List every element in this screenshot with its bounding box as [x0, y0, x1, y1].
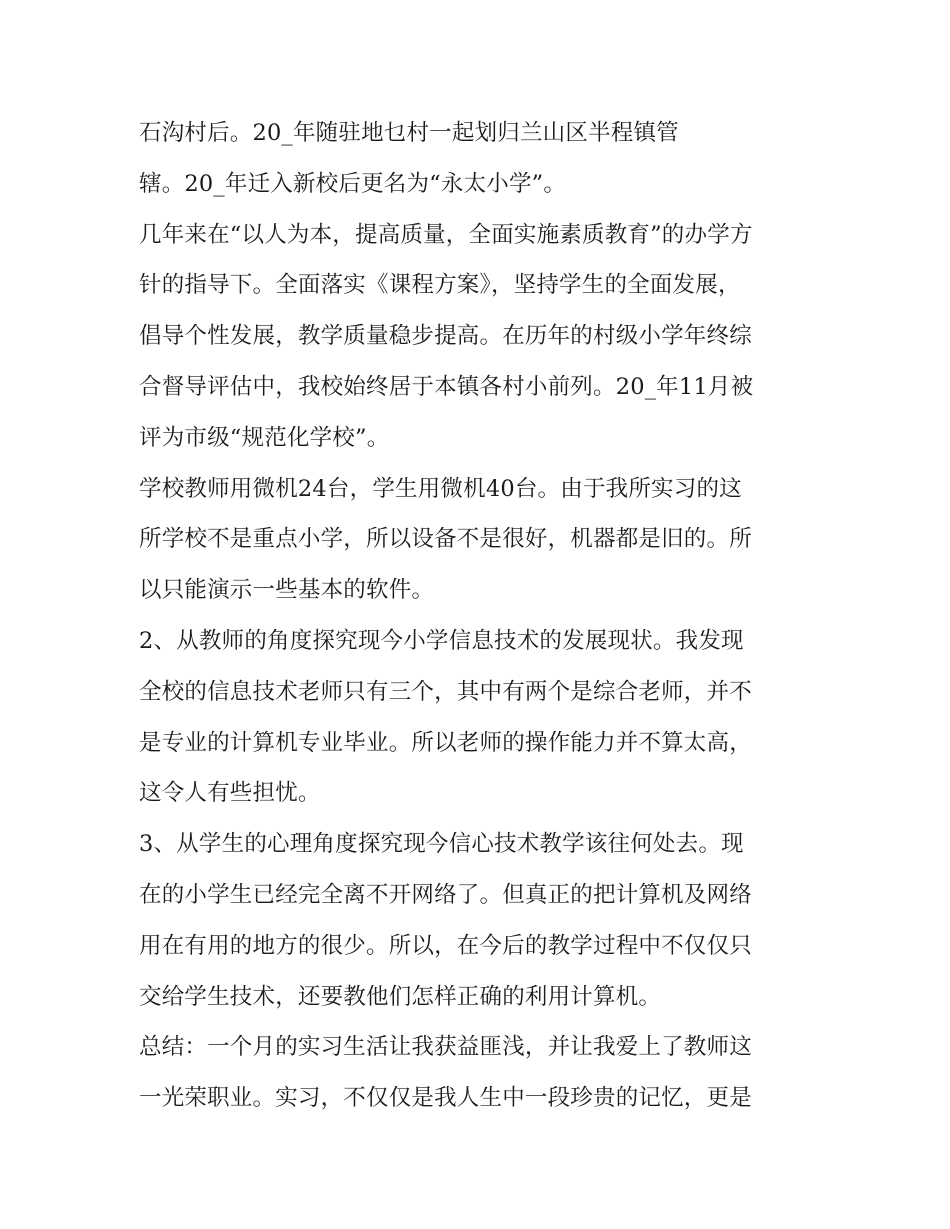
text-line: 学校教师用微机24台，学生用微机40台。由于我所实习的这	[139, 475, 742, 502]
text-line: 在的小学生已经完全离不开网络了。但真正的把计算机及网络	[139, 881, 752, 908]
text-line: 2、从教师的角度探究现今小学信息技术的发展现状。我发现	[139, 627, 744, 654]
text-line: 石沟村后。20_年随驻地乜村一起划归兰山区半程镇管	[139, 120, 679, 146]
text-line: 总结：一个月的实习生活让我获益匪浅，并让我爱上了教师这	[139, 1034, 752, 1061]
text-line: 3、从学生的心理角度探究现今信心技术教学该往何处去。现	[139, 831, 744, 858]
text-line: 全校的信息技术老师只有三个，其中有两个是综合老师，并不	[139, 678, 752, 705]
text-line: 以只能演示一些基本的软件。	[139, 577, 435, 604]
text-line: 所学校不是重点小学，所以设备不是很好，机器都是旧的。所	[139, 526, 752, 553]
text-line: 几年来在“以人为本，提高质量，全面实施素质教育”的办学方	[139, 221, 753, 248]
document-body	[139, 108, 829, 1124]
text-line: 交给学生技术，还要教他们怎样正确的利用计算机。	[139, 983, 662, 1010]
text-line: 针的指导下。全面落实《课程方案》，坚持学生的全面发展，	[139, 272, 741, 299]
text-line: 这令人有些担忧。	[139, 780, 321, 807]
text-line: 一光荣职业。实习，不仅仅是我人生中一段珍贵的记忆，更是	[139, 1085, 752, 1112]
text-line: 用在有用的地方的很少。所以，在今后的教学过程中不仅仅只	[139, 932, 752, 959]
text-line: 评为市级“规范化学校”。	[139, 424, 390, 451]
text-line: 倡导个性发展，教学质量稳步提高。在历年的村级小学年终综	[139, 323, 752, 350]
text-line: 合督导评估中，我校始终居于本镇各村小前列。20_年11月被	[139, 373, 754, 400]
text-line: 辖。20_年迁入新校后更名为“永太小学”。	[139, 170, 567, 197]
text-line: 是专业的计算机专业毕业。所以老师的操作能力并不算太高，	[139, 729, 752, 756]
